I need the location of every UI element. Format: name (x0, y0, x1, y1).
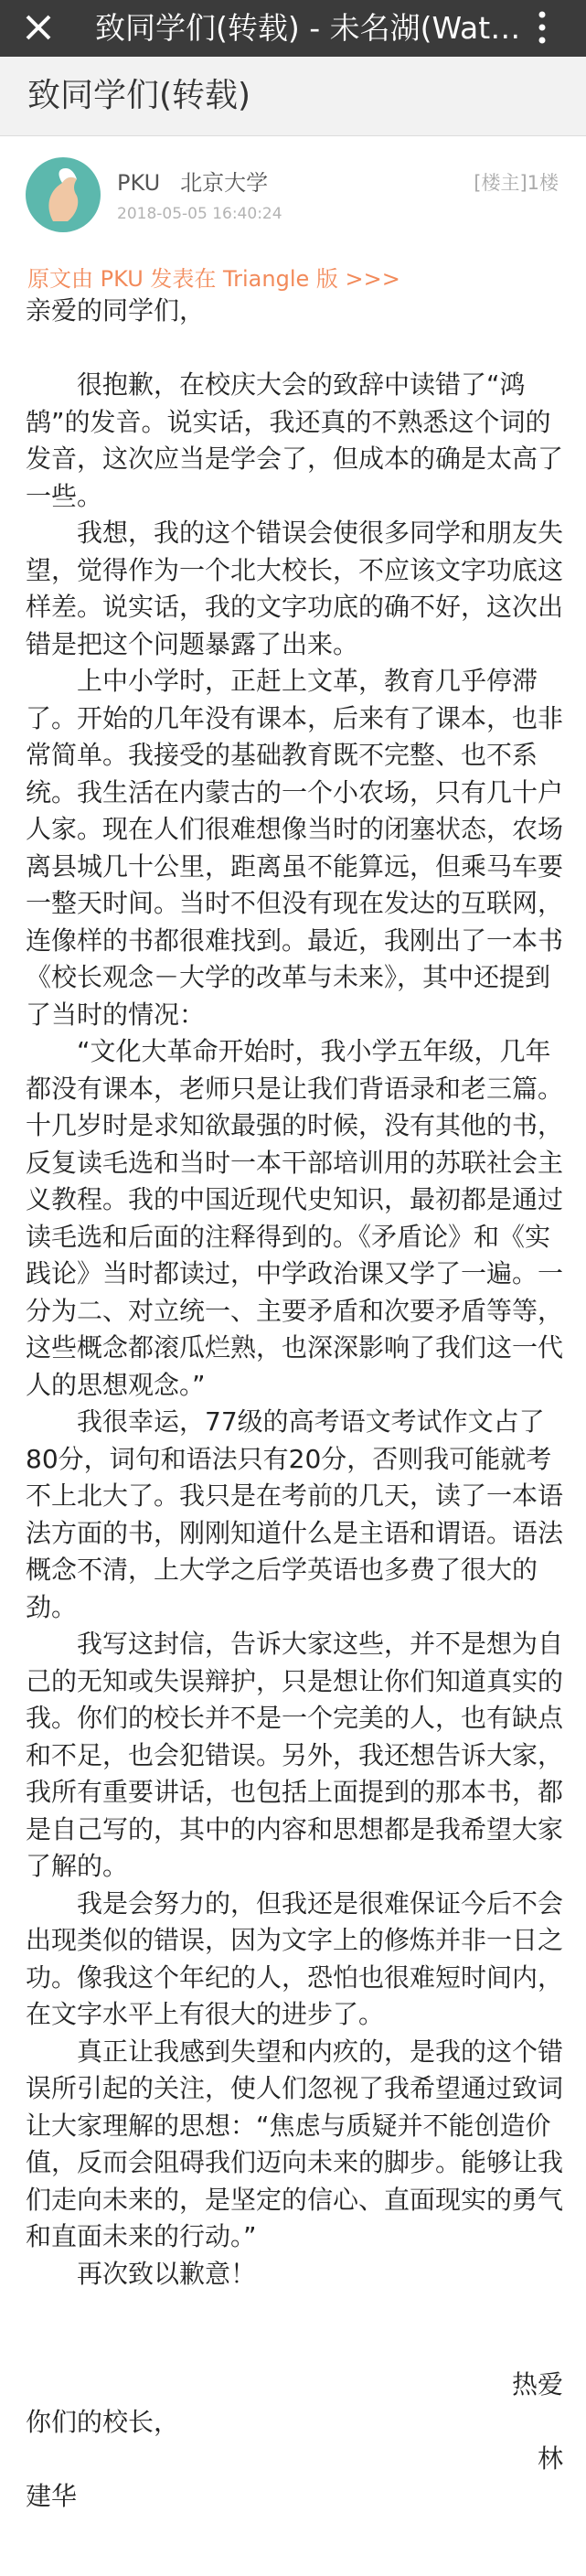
post-author-line (117, 165, 268, 197)
paragraph: 我写这封信，告诉大家这些，并不是想为自己的无知或失误辩护，只是想让你们知道真实的我。你们的校长并不是一个完美的人，也有缺点和不足，也会犯错误。另外，我还想告诉大家，我所有重要讲话，也包括上面提到的那本书，都是自己写的，其中的内容和思想都是我希望大家了解的。 (26, 1629, 564, 1881)
paragraph: “文化大革命开始时，我小学五年级，几年都没有课本，老师只是让我们背语录和老三篇。十几岁时是求知欲最强的时候，没有其他的书，反复读毛选和当时一本干部培训用的苏联社会主义教程。我的中国近现代史知识，最初都是通过读毛选和后面的注释得到的。《矛盾论》和《实践论》当时都读过，中学政治课又学了一遍。一分为二、对立统一、主要矛盾和次要矛盾等等，这些概念都滚瓜烂熟，也深深影响了我们这一代人的思想观念。” (26, 1036, 564, 1400)
close-icon[interactable] (20, 9, 57, 46)
more-vertical-icon[interactable] (528, 7, 556, 48)
greeting: 亲爱的同学们， (26, 295, 206, 326)
paragraph: 真正让我感到失望和内疚的，是我的这个错误所引起的关注，使人们忽视了我希望通过致词让大家理解的思想：“焦虑与质疑并不能创造价值，反而会阻碍我们迈向未来的脚步。能够让我们走向未来的，是坚定的信心、直面现实的勇气和直面未来的行动。” (26, 2036, 564, 2251)
thread-title: 致同学们(转载) (27, 77, 251, 114)
paragraph: 我是会努力的，但我还是很难保证今后不会出现类似的错误，因为文字上的修炼并非一日之功。像我这个年纪的人，恐怕也很难短时间内，在文字水平上有很大的进步了。 (26, 1887, 564, 2029)
signature-part2: 建华 (26, 2480, 78, 2511)
app-bar (0, 0, 586, 57)
spacer (26, 2330, 563, 2368)
floor-label: [楼主]1楼 (474, 172, 559, 194)
post-body (26, 293, 563, 2515)
avatar[interactable] (26, 157, 101, 232)
paragraph: 上中小学时，正赶上文革，教育几乎停滞了。开始的几年没有课本，后来有了课本，也非常简单。我接受的基础教育既不完整、也不系统。我生活在内蒙古的一个小农场，只有几十户人家。现在人们很难想像当时的闭塞状态，农场离县城几十公里，距离虽不能算远，但乘马车要一整天时间。当时不但没有现在发达的互联网，连像样的书都很难找到。最近，我刚出了一本书《校长观念－大学的改革与未来》，其中还提到了当时的情况： (26, 666, 564, 1030)
closing-line: 你们的校长， (26, 2406, 180, 2437)
thread-header (0, 57, 586, 136)
paragraph: 很抱歉，在校庆大会的致辞中读错了“鸿鹄”的发音。说实话，我还真的不熟悉这个词的发音，这次应当是学会了，但成本的确是太高了一些。 (26, 369, 564, 511)
author-name[interactable]: PKU (117, 170, 161, 196)
closing: 热爱 (511, 2369, 563, 2400)
post-datetime: 2018-05-05 16:40:24 (117, 205, 282, 223)
spacer (26, 2293, 563, 2330)
author-affiliation: 北京大学 (180, 170, 269, 196)
spacer (26, 330, 563, 368)
paragraph: 再次致以歉意！ (77, 2258, 257, 2289)
paragraph: 我很幸运，77级的高考语文考试作文占了80分，词句和语法只有20分，否则我可能就考不上北大了。我只是在考前的几天，读了一本语法方面的书，刚刚知道什么是主语和谓语。语法概念不清，上大学之后学英语也多费了很大的劲。 (26, 1406, 564, 1622)
paragraph: 我想，我的这个错误会使很多同学和朋友失望，觉得作为一个北大校长，不应该文字功底这样差。说实话，我的文字功底的确不好，这次出错是把这个问题暴露了出来。 (26, 518, 564, 659)
source-link[interactable]: 原文由 PKU 发表在 Triangle 版 >>> (27, 266, 400, 292)
signature-part1: 林 (537, 2443, 563, 2474)
app-bar-title: 致同学们(转载) - 未名湖(Wat… (95, 10, 521, 46)
